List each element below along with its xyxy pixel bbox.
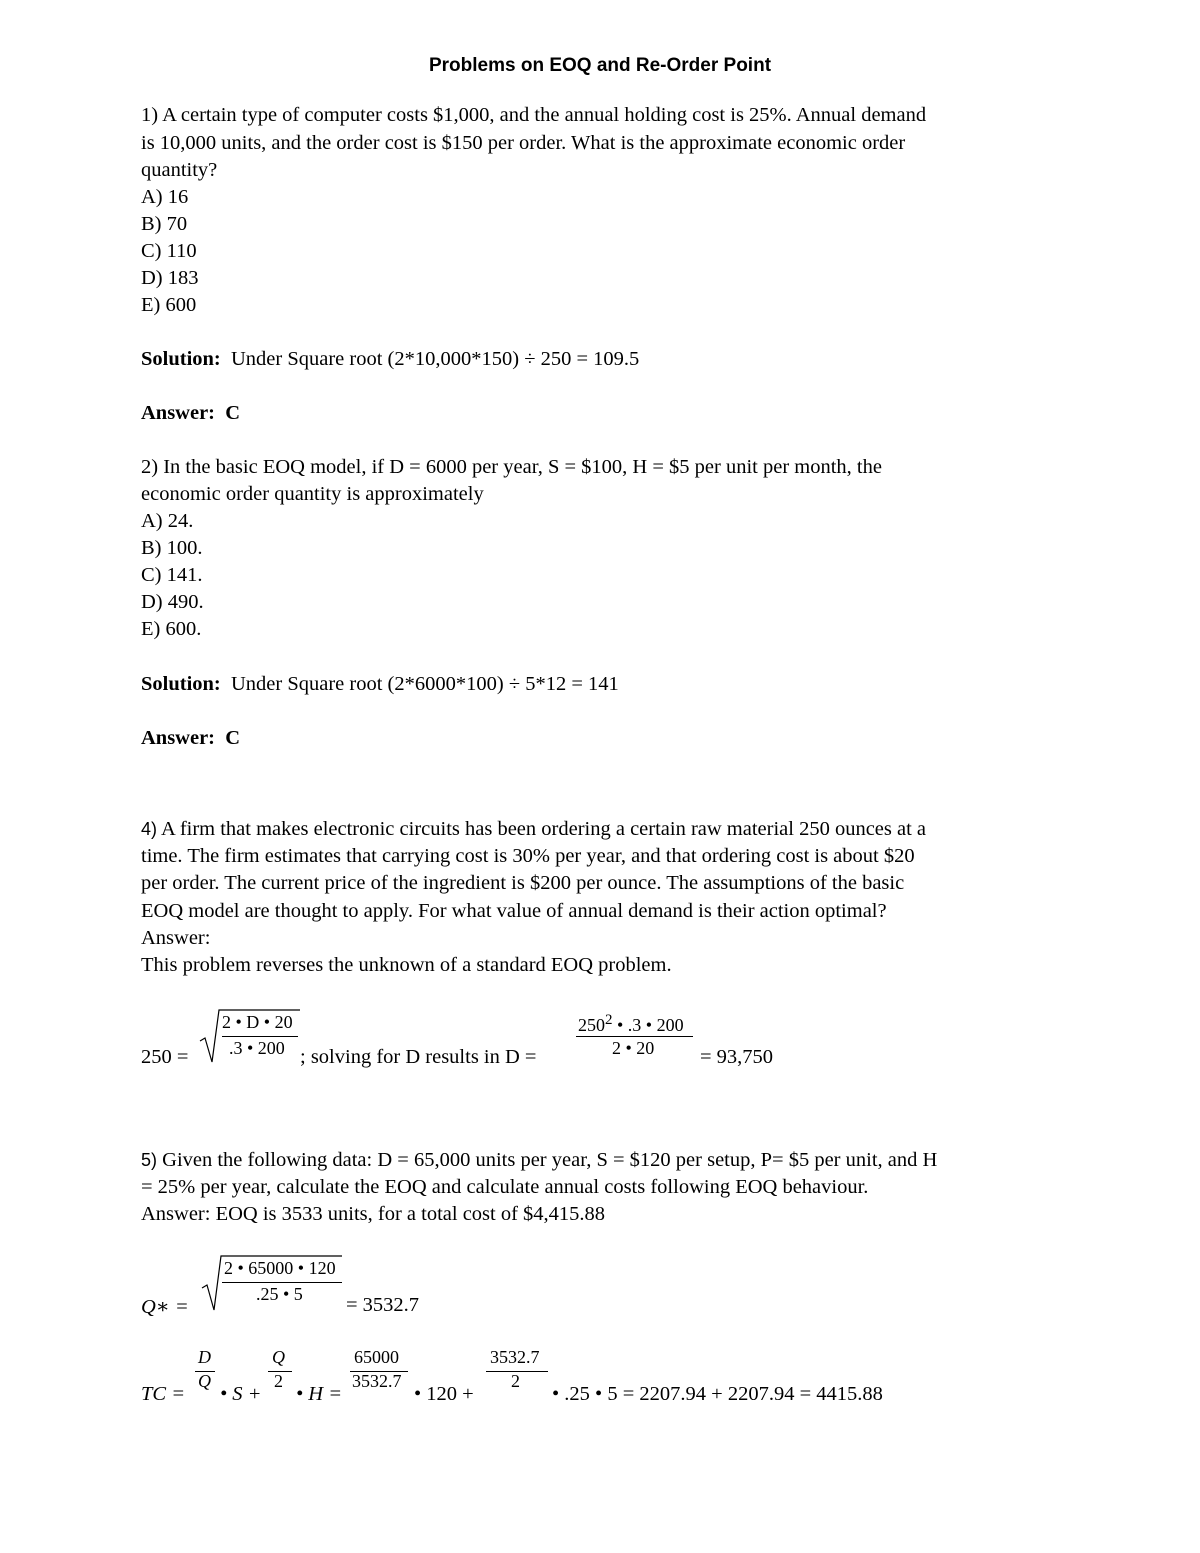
q4-sqrt-denominator: .3 • 200: [229, 1038, 285, 1058]
q2-answer-label: Answer:: [141, 727, 216, 749]
q5-line-1-text: Given the following data: D = 65,000 units per year, S = $120 per setup, P= $5 per unit, and H: [162, 1149, 938, 1171]
q2-text-line-2: economic order quantity is approximately: [141, 483, 484, 505]
q5-tc-mid-1: • S +: [220, 1383, 262, 1405]
q4-explanation: This problem reverses the unknown of a standard EOQ problem.: [141, 954, 672, 976]
q2-option-a: A) 24.: [141, 510, 194, 532]
q4-formula-result: = 93,750: [700, 1046, 774, 1068]
q4-fraction-bar: [576, 1036, 693, 1037]
q4-text-line-3: per order. The current price of the ingredient is $200 per ounce. The assumptions of the basic: [141, 872, 905, 894]
q5-tc-f4-numerator: 3532.7: [490, 1347, 540, 1367]
q1-option-a: A) 16: [141, 186, 189, 208]
q2-answer-value: C: [225, 727, 241, 749]
q2-option-b: B) 100.: [141, 537, 203, 559]
q5-eoq-result: = 3532.7: [346, 1294, 420, 1316]
q4-text-line-2: time. The firm estimates that carrying cost is 30% per year, and that ordering cost is about $20: [141, 845, 915, 867]
q4-sqrt-fraction-bar: [222, 1036, 298, 1037]
q1-answer: [141, 402, 240, 425]
q2-solution-label: Solution:: [141, 673, 221, 695]
q5-tc-mid-2: • H =: [296, 1383, 343, 1405]
q1-option-c: C) 110: [141, 240, 197, 262]
q2-answer: [141, 727, 240, 750]
q1-text-line-1: 1) A certain type of computer costs $1,000, and the annual holding cost is 25%. Annual demand: [141, 104, 927, 126]
q5-text-line-2: = 25% per year, calculate the EOQ and calculate annual costs following EOQ behaviour.: [141, 1176, 869, 1198]
q5-tc-f1-denominator: Q: [198, 1371, 211, 1391]
q2-option-c: C) 141.: [141, 564, 203, 586]
q1-solution-label: Solution:: [141, 348, 221, 370]
page-title: Problems on EOQ and Re-Order Point: [428, 55, 772, 76]
q5-number: 5): [141, 1150, 158, 1170]
q5-tc-mid-3: • 120 +: [414, 1383, 474, 1405]
q5-tc-f4-denominator: 2: [511, 1371, 520, 1391]
q1-solution: [141, 348, 639, 371]
q4-fraction-exponent: 2: [605, 1012, 613, 1028]
q4-text-line-4: EOQ model are thought to apply. For what value of annual demand is their action optimal?: [141, 900, 887, 922]
q4-line-1-text: A firm that makes electronic circuits has been ordering a certain raw material 250 ounces at a: [161, 818, 927, 840]
q2-text-line-1: 2) In the basic EOQ model, if D = 6000 per year, S = $100, H = $5 per unit per month, the: [141, 456, 882, 478]
q5-sqrt-numerator: 2 • 65000 • 120: [224, 1258, 336, 1278]
q4-formula-middle: ; solving for D results in D =: [300, 1046, 537, 1068]
q1-option-b: B) 70: [141, 213, 188, 235]
q5-tc-tail: • .25 • 5 = 2207.94 + 2207.94 = 4415.88: [552, 1383, 883, 1405]
q1-answer-label: Answer:: [141, 402, 216, 424]
q1-text-line-3: quantity?: [141, 159, 218, 181]
q1-option-d: D) 183: [141, 267, 199, 289]
q2-solution: [141, 673, 619, 696]
q5-eoq-lhs: Q∗ =: [141, 1296, 189, 1318]
q5-tc-f3-denominator: 3532.7: [352, 1371, 402, 1391]
q2-option-d: D) 490.: [141, 591, 204, 613]
q4-number: 4): [141, 819, 158, 839]
q5-tc-f3-numerator: 65000: [354, 1347, 399, 1367]
q4-answer-label: Answer:: [141, 927, 211, 949]
q4-formula-lhs: 250 =: [141, 1046, 189, 1068]
q5-tc-f2-denominator: 2: [274, 1371, 283, 1391]
q4-text-line-1: [141, 818, 926, 841]
q4-fraction-denominator: 2 • 20: [612, 1038, 655, 1058]
q1-text-line-2: is 10,000 units, and the order cost is $150 per order. What is the approximate economic order: [141, 132, 906, 154]
q5-sqrt-denominator: .25 • 5: [256, 1284, 303, 1304]
q1-option-e: E) 600: [141, 294, 197, 316]
q1-answer-value: C: [225, 402, 241, 424]
q4-fraction-numerator: [578, 1012, 684, 1036]
q4-fraction-rest: • .3 • 200: [612, 1015, 684, 1035]
q4-sqrt-numerator: 2 • D • 20: [222, 1012, 293, 1032]
q5-tc-f1-numerator: D: [198, 1347, 211, 1367]
q1-solution-text: Under Square root (2*10,000*150) ÷ 250 = 109.5: [231, 348, 640, 370]
q2-option-e: E) 600.: [141, 618, 202, 640]
q5-tc-lhs: TC =: [141, 1383, 186, 1405]
q5-tc-f2-numerator: Q: [272, 1347, 285, 1367]
q5-sqrt-fraction-bar: [222, 1282, 342, 1283]
q4-fraction-base: 250: [578, 1015, 605, 1035]
q5-answer-line: Answer: EOQ is 3533 units, for a total cost of $4,415.88: [141, 1203, 606, 1225]
q5-text-line-1: [141, 1149, 937, 1172]
q2-solution-text: Under Square root (2*6000*100) ÷ 5*12 = 141: [231, 673, 619, 695]
